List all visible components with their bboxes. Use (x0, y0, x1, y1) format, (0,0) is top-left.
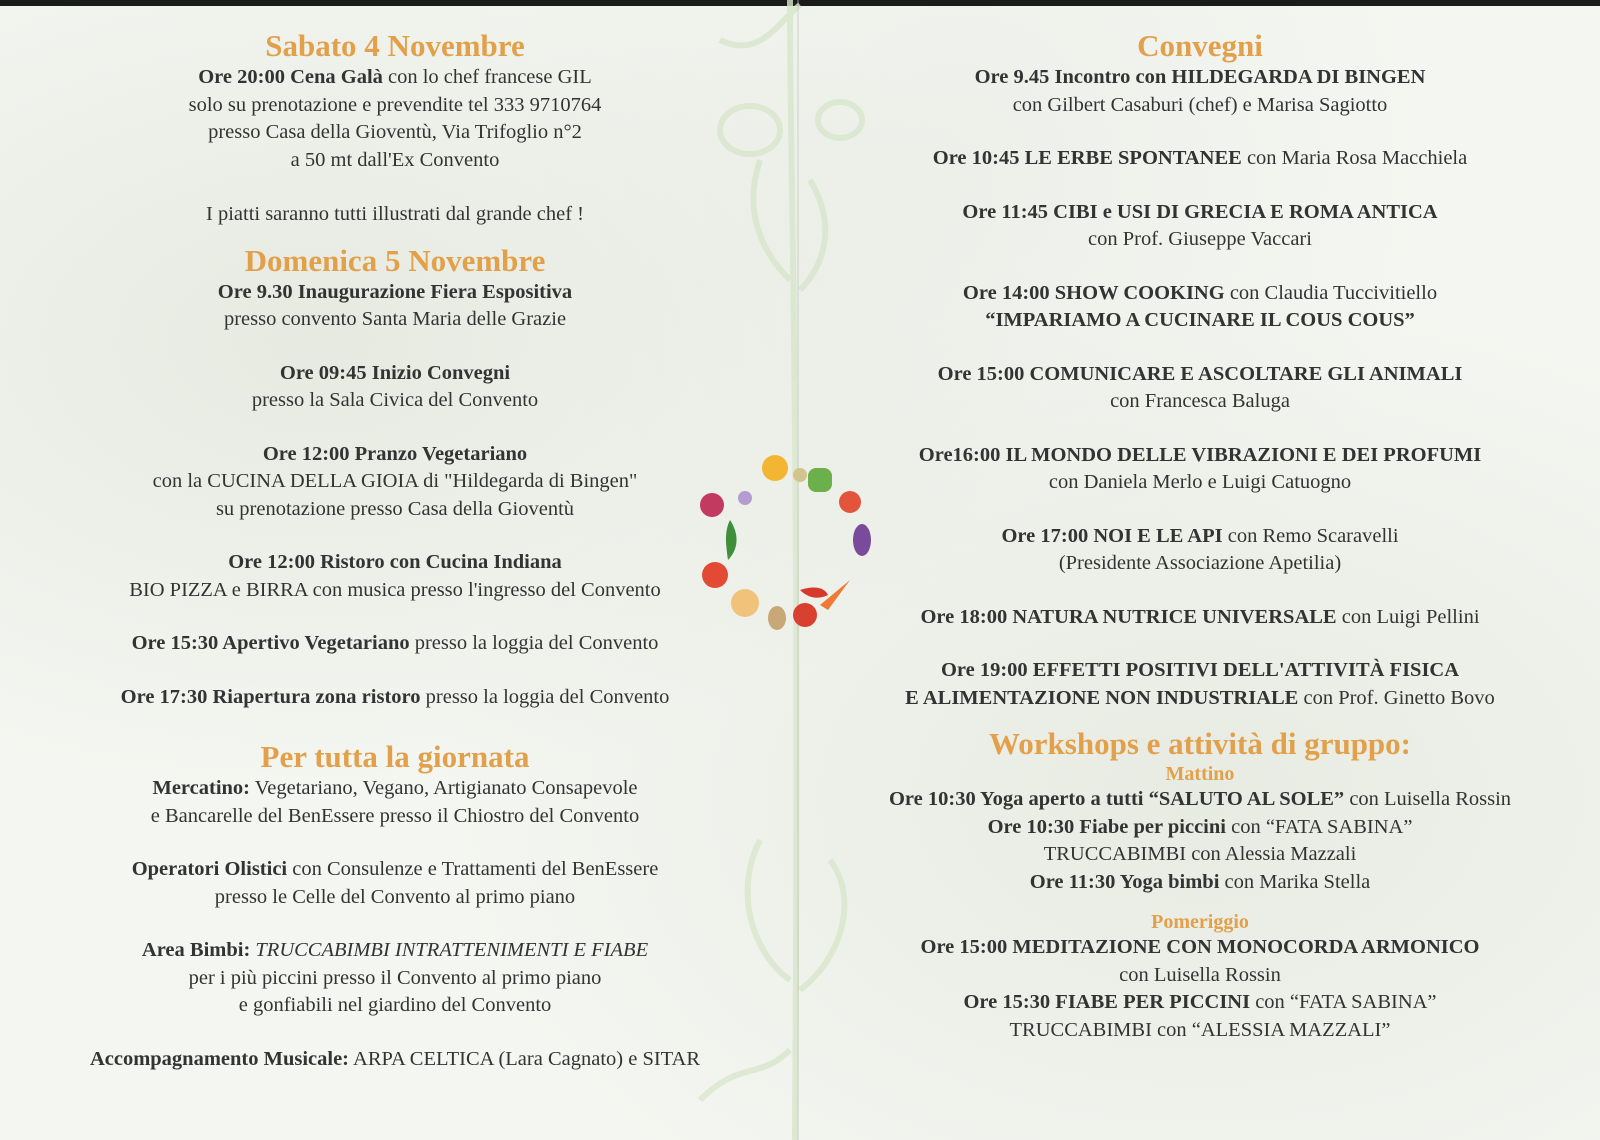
operatori-detail: con Consulenze e Trattamenti del BenEssere (287, 858, 659, 880)
convegno-9-line-2 (830, 685, 1570, 713)
accompagnamento-detail: ARPA CELTICA (Lara Cagnato) e SITAR (349, 1047, 701, 1070)
convegno-8-title: Ore 18:00 NATURA NUTRICE UNIVERSALE (920, 605, 1337, 628)
convegno-8 (830, 604, 1570, 632)
mercatino-line-1 (30, 775, 760, 803)
convegno-6-title: Ore16:00 IL MONDO DELLE VIBRAZIONI E DEI PROFUMI (918, 443, 1482, 466)
domenica-event-5 (30, 630, 760, 658)
domenica-event-6-place: presso la loggia del Convento (420, 685, 670, 708)
tomato-left-icon (702, 562, 728, 588)
convegno-3-title: Ore 11:45 CIBI e USI DI GRECIA E ROMA ANTICA (962, 200, 1438, 223)
domenica-event-3-detail: con la CUCINA DELLA GIOIA di "Hildegarda di Bingen" (152, 470, 638, 492)
workshop-2-host: con “FATA SABINA” (1225, 815, 1413, 838)
domenica-event-1-place: presso convento Santa Maria delle Grazie (223, 308, 567, 330)
workshop-4-host: con Marika Stella (1219, 870, 1371, 893)
pomeriggio-2-host: con “FATA SABINA” (1250, 991, 1437, 1013)
domenica-heading: Domenica 5 Novembre (244, 242, 546, 278)
convegno-7-role: (Presidente Associazione Apetilia) (1058, 552, 1342, 574)
convegno-8-speakers: con Luigi Pellini (1336, 605, 1480, 628)
onion-icon (731, 589, 759, 617)
scan-border (0, 0, 1600, 6)
domenica-event-4-detail: BIO PIZZA e BIRRA con musica presso l'ingresso del Convento (129, 578, 661, 601)
convegno-9-title-1: Ore 19:00 EFFETTI POSITIVI DELL'ATTIVITÀ FISICA (940, 659, 1460, 681)
pomeriggio-2-title: Ore 15:30 FIABE PER PICCINI (963, 991, 1251, 1013)
pomeriggio-1-host: con Luisella Rossin (1119, 963, 1281, 986)
workshop-1-title: Ore 10:30 Yoga aperto a tutti “SALUTO AL SOLE” (888, 788, 1345, 810)
mushroom-icon (793, 468, 807, 482)
convegno-4-title: Ore 14:00 SHOW COOKING (962, 281, 1225, 304)
sabato-time: Ore 20:00 Cena Galà (198, 66, 383, 88)
sabato-heading: Sabato 4 Novembre (265, 28, 525, 63)
potato-icon (768, 606, 786, 630)
convegno-9-title-2: E ALIMENTAZIONE NON INDUSTRIALE (905, 686, 1299, 709)
workshops-heading: Workshops e attività di gruppo: (988, 726, 1411, 761)
workshop-1-host: con Luisella Rossin (1344, 788, 1512, 810)
radish-icon (700, 493, 724, 517)
convegno-4-subtitle: “IMPARIAMO A CUCINARE IL COUS COUS” (985, 309, 1415, 331)
convegno-4 (830, 280, 1570, 308)
mercatino-detail: Vegetariano, Vegano, Artigianato Consapevole (250, 777, 638, 799)
sabato-line-1 (30, 64, 760, 92)
workshop-2-title: Ore 10:30 Fiabe per piccini (987, 815, 1226, 838)
convegno-7 (830, 523, 1570, 551)
convegno-4-speakers: con Claudia Tuccivitiello (1224, 281, 1438, 304)
domenica-event-5-title: Ore 15:30 Apertivo Vegetariano (131, 632, 410, 654)
vegetable-wreath-icon (700, 440, 880, 640)
domenica-event-6-title: Ore 17:30 Riapertura zona ristoro (120, 685, 421, 708)
chili-green-icon (726, 520, 737, 560)
convegno-5-title: Ore 15:00 COMUNICARE E ASCOLTARE GLI ANIMALI (937, 362, 1463, 385)
convegno-7-title: Ore 17:00 NOI E LE API (1001, 524, 1223, 547)
accompagnamento-line (30, 1046, 760, 1074)
convegno-1-title: Ore 9.45 Incontro con HILDEGARDA DI BINGEN (974, 66, 1426, 88)
domenica-event-2-title: Ore 09:45 Inizio Convegni (279, 361, 511, 384)
convegno-1-speakers: con Gilbert Casaburi (chef) e Marisa Sagiotto (1012, 93, 1388, 116)
operatori-label: Operatori Olistici (131, 858, 288, 880)
convegno-9-speakers: con Prof. Ginetto Bovo (1298, 686, 1495, 709)
domenica-event-1-title: Ore 9.30 Inaugurazione Fiera Espositiva (217, 280, 573, 303)
domenica-event-2-place: presso la Sala Civica del Convento (251, 389, 539, 411)
sabato-detail: con lo chef francese GIL (382, 66, 592, 88)
tomato-icon (839, 491, 861, 513)
domenica-event-3-place: su prenotazione presso Casa della Gioventù (215, 497, 575, 520)
giornata-heading: Per tutta la giornata (260, 739, 530, 774)
sabato-line-5: I piatti saranno tutti illustrati dal grande chef ! (206, 203, 584, 225)
area-bimbi-label: Area Bimbi: (141, 939, 256, 961)
pomeriggio-2 (830, 989, 1570, 1017)
mercatino-label: Mercatino: (152, 777, 250, 799)
convegno-6-speakers: con Daniela Merlo e Luigi Catuogno (1048, 471, 1352, 493)
mercatino-line-2: e Bancarelle del BenEssere presso il Chiostro del Convento (150, 804, 640, 827)
accompagnamento-label: Accompagnamento Musicale: (89, 1047, 350, 1070)
pomeriggio-3: TRUCCABIMBI con “ALESSIA MAZZALI” (1009, 1018, 1391, 1041)
area-bimbi-line-2: per i più piccini presso il Convento al primo piano (188, 966, 602, 989)
tomato-small-icon (793, 603, 817, 627)
convegno-3-speakers: con Prof. Giuseppe Vaccari (1088, 228, 1312, 250)
convegno-5-speakers: con Francesca Baluga (1110, 390, 1290, 412)
workshop-4-title: Ore 11:30 Yoga bimbi (1029, 870, 1220, 893)
convegni-heading: Convegni (1137, 28, 1263, 63)
domenica-event-3-title: Ore 12:00 Pranzo Vegetariano (262, 442, 528, 465)
sabato-line-3: presso Casa della Gioventù, Via Trifoglio n°2 (208, 121, 582, 143)
pepper-yellow-icon (762, 455, 788, 481)
pepper-green-icon (808, 468, 832, 492)
operatori-line-2: presso le Celle del Convento al primo piano (214, 885, 576, 908)
workshop-2 (830, 814, 1570, 842)
domenica-event-6 (30, 684, 760, 712)
domenica-event-4-title: Ore 12:00 Ristoro con Cucina Indiana (228, 551, 562, 573)
convegno-7-speakers: con Remo Scaravelli (1222, 524, 1399, 547)
sabato-line-2: solo su prenotazione e prevendite tel 333 9710764 (188, 93, 602, 116)
area-bimbi-activities: TRUCCABIMBI INTRATTENIMENTI E FIABE (255, 939, 649, 961)
pomeriggio-subheading: Pomeriggio (1151, 911, 1249, 933)
area-bimbi-line-1 (30, 937, 760, 965)
mattino-subheading: Mattino (1165, 763, 1235, 785)
workshop-1 (830, 786, 1570, 814)
convegno-2 (830, 145, 1570, 173)
convegno-2-speakers: con Maria Rosa Macchiela (1241, 147, 1468, 169)
operatori-line-1 (30, 856, 760, 884)
convegno-2-title: Ore 10:45 LE ERBE SPONTANEE (932, 147, 1242, 169)
workshop-4 (830, 869, 1570, 897)
right-column (830, 28, 1570, 1044)
left-column (30, 28, 760, 1073)
workshop-3: TRUCCABIMBI con Alessia Mazzali (1043, 843, 1357, 865)
sabato-line-4: a 50 mt dall'Ex Convento (290, 148, 500, 171)
eggplant-icon (853, 524, 871, 556)
chili-icon (800, 588, 828, 598)
area-bimbi-line-3: e gonfiabili nel giardino del Convento (238, 994, 552, 1016)
garlic-icon (738, 491, 752, 505)
domenica-event-5-place: presso la loggia del Convento (409, 632, 659, 654)
pomeriggio-1-title: Ore 15:00 MEDITAZIONE CON MONOCORDA ARMONICO (920, 936, 1480, 958)
